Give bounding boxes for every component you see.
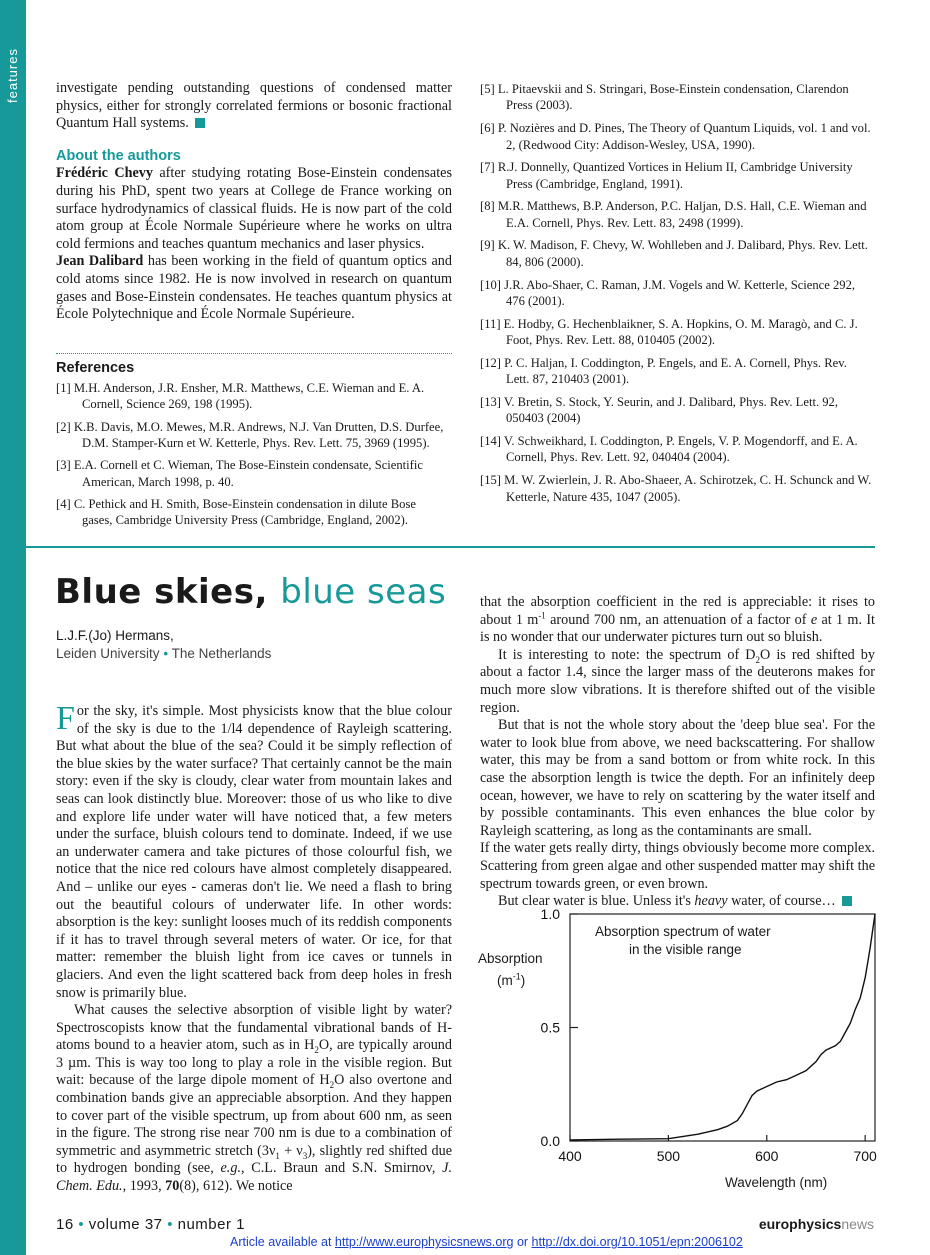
y-tick-label: 0.5 [540, 1019, 560, 1036]
reference-item: [14] V. Schweikhard, I. Coddington, P. Engels, V. P. Mogendorff, and E. A. Cornell, Phys. Rev. Lett. 92, 040404 (2004). [480, 433, 858, 465]
article-availability-note: Article available at http://www.europhysicsnews.org or http://dx.doi.org/10.1051/epn:2006102 [230, 1235, 743, 1249]
absorption-chart [476, 903, 886, 1195]
section-label: features [5, 48, 20, 103]
article-paragraph-1: For the sky, it's simple. Most physicists know that the blue colour of the sky is due to the 1/l4 dependence of Rayleigh scattering. But what about the blue of the sea? Could it be simply reflection of the blue skies by the water surface? That certainly cannot be the main story: even if the sky is cloudy, clear water from mountain lakes and seas can look distinctly blue. Moreover: those of us who like to dive and explore life under water will have noticed that, a few meters under the surface, bluish colours tend to dominate. Indeed, if we use an underwater camera and take pictures of those colourful fish, we notice that the nice red colours have almost completely disappeared. And – unlike our eyes - cameras don't lie. We need a flash to bring out the beautiful colours of underwater life. In other words: absorption is the key: sunlight looses much of its reddish components if it has to travel through several meters of water. Or ice, for that matter: remember the bluish light from ice caves or tunnels in glaciers. And even the light scattered back from deep holes in fresh snow is primarily blue. [56, 700, 452, 1001]
x-axis-label: Wavelength (nm) [725, 1175, 828, 1190]
article-left-column [56, 700, 453, 1196]
article-paragraph-4: It is interesting to note: the spectrum of $D_2O$ is red shifted by about a factor 1.4, since the larger mass of the deuterons makes for much more slow vibrations. It is therefore shifted out of the visible region. [480, 646, 875, 716]
sidebar-band [0, 0, 26, 1255]
reference-item: [3] E.A. Cornell et C. Wieman, The Bose-Einstein condensate, Scientific American, March 1998, p. 40. [56, 458, 423, 489]
x-tick-label: 600 [755, 1148, 779, 1164]
reference-item: [2] K.B. Davis, M.O. Mewes, M.R. Andrews, N.J. Van Drutten, D.S. Durfee, D.M. Stamper-Kurn et W. Ketterle, Phys. Rev. Lett. 75, 3969 (1995). [56, 419, 444, 451]
drop-cap: F [56, 700, 75, 737]
y-tick-label: 1.0 [540, 906, 560, 922]
references-list-left [56, 380, 448, 534]
reference-item: [10] J.R. Abo-Shaer, C. Raman, J.M. Vogels and W. Ketterle, Science 292, 476 (2001). [480, 277, 856, 308]
y-tick-label: 0.0 [540, 1133, 560, 1149]
article-paragraph-6: If the water gets really dirty, things obviously become more complex. Scattering from green algae and other suspended matter may shift the spectrum towards green, or even brown. [480, 840, 875, 892]
author-bio-dalibard: Jean Dalibard has been working in the field of quantum optics and cold atoms since 1982. He is now involved in research on quantum gases and Bose-Einstein condensates. He teaches quantum physics at École Polytechnique and École Normale Supérieure. [56, 253, 452, 323]
x-tick-label: 500 [656, 1148, 681, 1164]
reference-item: [5] L. Pitaevskii and S. Stringari, Bose-Einstein condensation, Clarendon Press (2003). [480, 82, 849, 113]
y-axis-unit: $(m^{-1})$ [497, 971, 526, 988]
issue-number: number 1 [177, 1216, 245, 1233]
x-tick-label: 400 [558, 1148, 582, 1164]
article-paragraph-3: that the absorption coefficient in the red is appreciable: it rises to about 1 $m^{-1}$ around 700 nm, an attenuation of a factor of e at 1 m. It is no wonder that our underwater pictures turn out so bluish. [480, 594, 875, 646]
reference-item: [11] E. Hodby, G. Hechenblaikner, S. A. Hopkins, O. M. Maragò, and C. J. Foot, Phys. Rev. Lett. 88, 010405 (2002). [480, 316, 858, 348]
chart-title-line-1: Absorption spectrum of water [595, 924, 771, 939]
publication-logo: europhysicsnews [758, 1216, 874, 1232]
x-tick-label: 700 [853, 1148, 877, 1164]
author-affiliation: Leiden University • The Netherlands [56, 646, 272, 661]
article-separator-rule [0, 546, 875, 548]
reference-item: [12] P. C. Haljan, I. Coddington, P. Engels, and E. A. Cornell, Phys. Rev. Lett. 87, 210403 (2001). [480, 355, 847, 387]
author-block [56, 627, 271, 663]
article-title: Blue skies, blue seas [55, 572, 447, 612]
about-authors-heading: About the authors [56, 147, 181, 164]
left-top-column [56, 80, 452, 324]
section-divider [56, 353, 452, 354]
article-paragraph-5: But that is not the whole story about the 'deep blue sea'. For the water to look blue from above, we need backscattering. For shallow water, this may be from a sand bottom or from white rock. In this case the absorption length is twice the depth. For an infinitely deep ocean, however, we have to rely on scattering by the water itself and by possible contaminants. This even enhances the blue color by Rayleigh scattering, as long as the contaminants are small. [480, 717, 875, 839]
reference-item: [1] M.H. Anderson, J.R. Ensher, M.R. Matthews, C.E. Wieman and E. A. Cornell, Science 269, 198 (1995). [56, 381, 425, 412]
references-heading: References [56, 360, 135, 376]
article-paragraph-7: But clear water is blue. Unless it's heavy water, of course… [480, 893, 875, 911]
reference-item: [6] P. Nozières and D. Pines, The Theory of Quantum Liquids, vol. 1 and vol. 2, (Redwood City: Addison-Wesley, USA, 1990). [480, 121, 871, 152]
page-footer-info: 16 • volume 37 • number 1 [56, 1216, 245, 1233]
end-mark-icon [195, 118, 205, 128]
reference-item: [15] M. W. Zwierlein, J. R. Abo-Shaeer, A. Schirotzek, C. H. Schunck and W. Ketterle, Nature 435, 1047 (2005). [480, 473, 872, 504]
closing-paragraph: investigate pending outstanding questions of condensed matter physics, either for strongly correlated fermions or bosonic fractional Quantum Hall systems. [56, 80, 452, 132]
reference-item: [4] C. Pethick and H. Smith, Bose-Einstein condensation in dilute Bose gases, Cambridge University Press (Cambridge, England, 2002). [56, 496, 416, 528]
reference-item: [8] M.R. Matthews, B.P. Anderson, P.C. Haljan, D.S. Hall, C.E. Wieman and E.A. Cornell, Phys. Rev. Lett. 83, 2498 (1999). [480, 199, 867, 230]
author-bio-chevy: Frédéric Chevy after studying rotating Bose-Einstein condensates during his PhD, spent two years at College de France working on surface hydrodynamics of classical fluids. He is now part of the cold atom group at École Normale Supérieure where he works on ultra cold fermions and teaches quantum mechanics and laser physics. [56, 165, 452, 252]
europhysicsnews-link[interactable]: http://www.europhysicsnews.org [334, 1235, 514, 1249]
volume: volume 37 [88, 1216, 163, 1233]
article-right-column [480, 594, 875, 911]
doi-link[interactable]: http://dx.doi.org/10.1051/epn:2006102 [531, 1235, 743, 1249]
author-name: L.J.F.(Jo) Hermans, [56, 628, 174, 643]
references-list-right [480, 81, 872, 511]
y-axis-label: Absorption [478, 951, 543, 966]
reference-item: [13] V. Bretin, S. Stock, Y. Seurin, and J. Dalibard, Phys. Rev. Lett. 92, 050403 (2004) [480, 394, 838, 426]
page-number: 16 [56, 1216, 74, 1233]
chart-title-line-2: in the visible range [629, 942, 742, 957]
reference-item: [7] R.J. Donnelly, Quantized Vortices in Helium II, Cambridge University Press (Cambridge, England, 1991). [480, 160, 853, 191]
reference-item: [9] K. W. Madison, F. Chevy, W. Wohlleben and J. Dalibard, Phys. Rev. Lett. 84, 806 (2000). [480, 238, 868, 269]
article-paragraph-2: What causes the selective absorption of visible light by water? Spectroscopists know that the fundamental vibrational bands of H-atoms bound to a heavier atom, such as in $H_2O$, are typically around 3 µm. This is way too long to play a role in the visible region. But wait: because of the large dipole moment of $H_2O$ also overtone and combination bands give an appreciable absorption. And they happen to cover part of the visible spectrum, up from about 600 nm, as seen in the figure. The strong rise near 700 nm is due to a combination of symmetric and asymmetric stretch $(3\nu_1 + \nu_3)$, slightly red shifted due to hydrogen bonding (see, e.g., C.L. Braun and S.N. Smirnov, J. Chem. Edu., 1993, 70(8), 612). We notice [56, 1002, 453, 1195]
